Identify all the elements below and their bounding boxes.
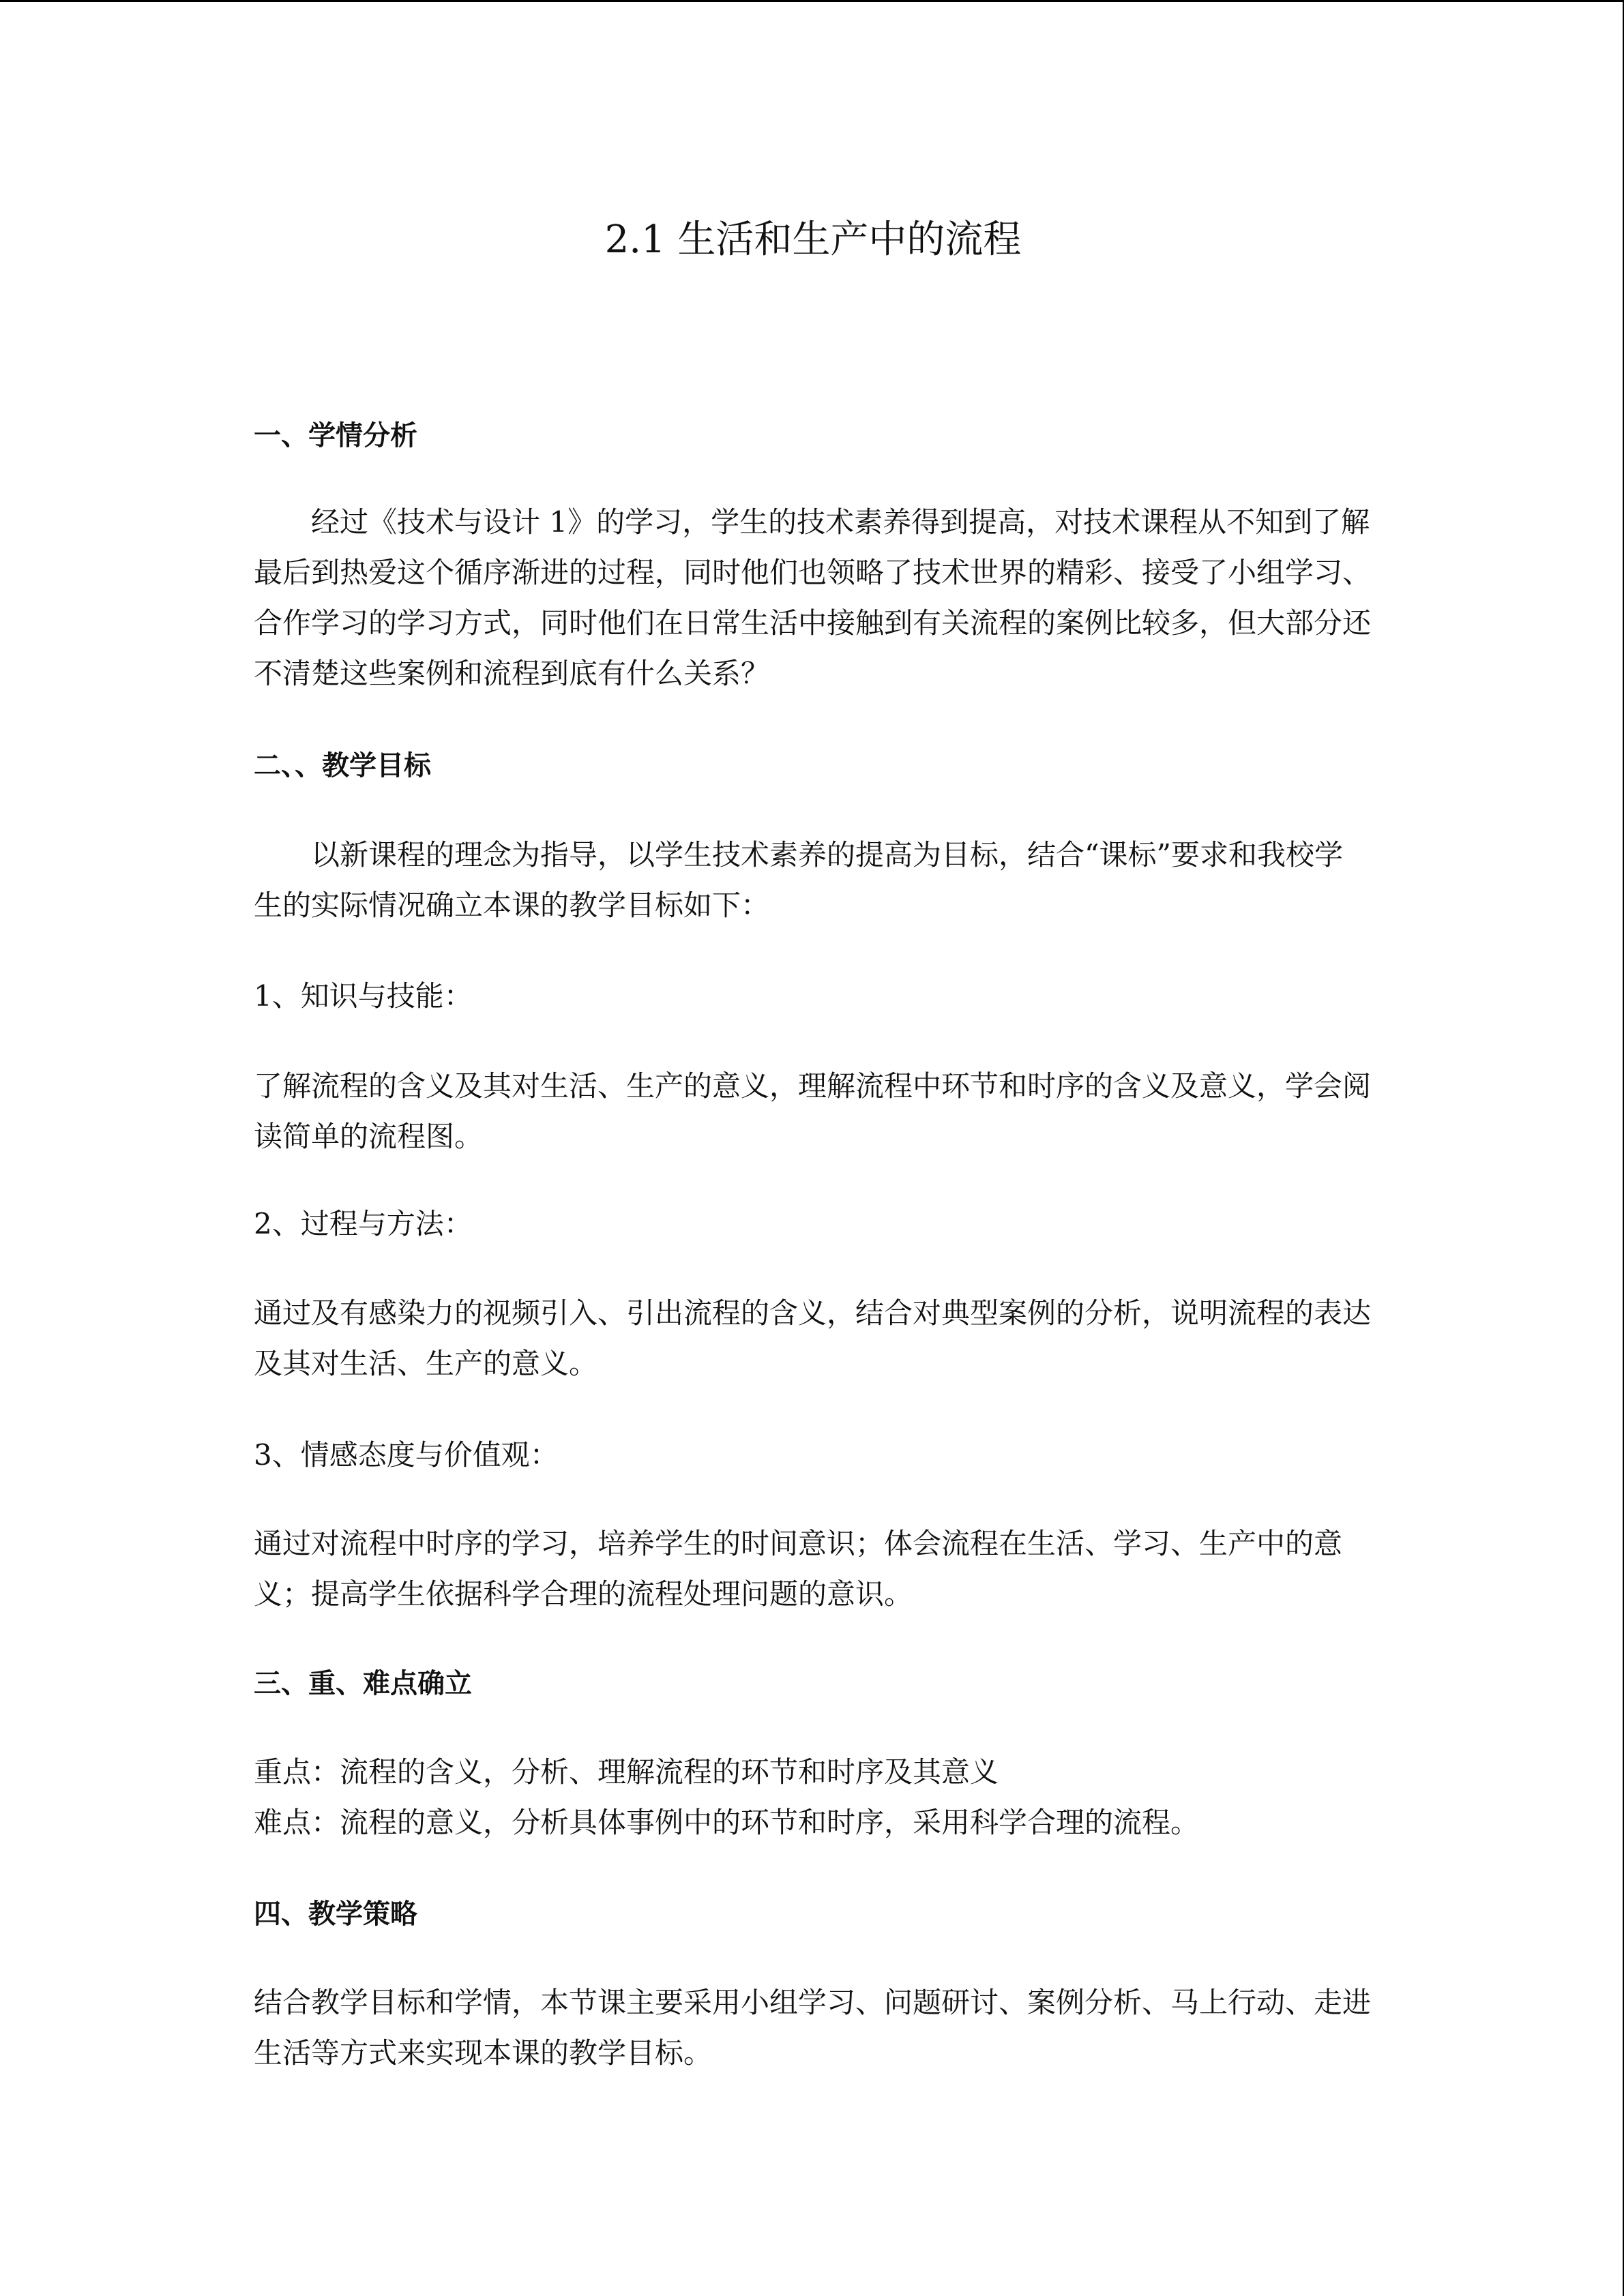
paragraph-line: 生的实际情况确立本课的教学目标如下： bbox=[254, 889, 770, 922]
paragraph-line: 读简单的流程图。 bbox=[254, 1120, 484, 1153]
paragraph-line: 义；提高学生依据科学合理的流程处理问题的意识。 bbox=[254, 1577, 913, 1611]
paragraph-line: 生活等方式来实现本课的教学目标。 bbox=[254, 2036, 713, 2070]
document-title: 2.1 生活和生产中的流程 bbox=[604, 218, 1022, 262]
section-heading-key-points: 三、重、难点确立 bbox=[254, 1668, 472, 1699]
paragraph-line: 了解流程的含义及其对生活、生产的意义，理解流程中环节和时序的含义及意义，学会阅 bbox=[254, 1069, 1372, 1103]
section-heading-student-analysis: 一、学情分析 bbox=[254, 420, 417, 451]
paragraph-line: 合作学习的学习方式，同时他们在日常生活中接触到有关流程的案例比较多，但大部分还 bbox=[254, 606, 1372, 640]
paragraph-line: 通过及有感染力的视频引入、引出流程的含义，结合对典型案例的分析，说明流程的表达 bbox=[254, 1296, 1372, 1330]
goal-process-text bbox=[254, 1288, 1372, 1389]
paragraph-line: 经过《技术与设计 1》的学习，学生的技术素养得到提高，对技术课程从不知到了解 bbox=[311, 505, 1370, 539]
teaching-goals-intro bbox=[254, 830, 1372, 931]
key-points-text bbox=[254, 1747, 1372, 1848]
paragraph-line: 最后到热爱这个循序渐进的过程，同时他们也领略了技术世界的精彩、接受了小组学习、 bbox=[254, 556, 1372, 589]
paragraph-line: 不清楚这些案例和流程到底有什么关系？ bbox=[254, 657, 770, 690]
section-heading-teaching-strategy: 四、教学策略 bbox=[254, 1898, 417, 1930]
key-point-line: 重点：流程的含义，分析、理解流程的环节和时序及其意义 bbox=[254, 1755, 999, 1789]
goal-knowledge-text bbox=[254, 1061, 1372, 1162]
goal-attitude-text bbox=[254, 1519, 1372, 1620]
goal-attitude-label: 3、情感态度与价值观： bbox=[254, 1438, 559, 1472]
paragraph-line: 结合教学目标和学情，本节课主要采用小组学习、问题研讨、案例分析、马上行动、走进 bbox=[254, 1986, 1372, 2019]
difficult-point-line: 难点：流程的意义，分析具体事例中的环节和时序，采用科学合理的流程。 bbox=[254, 1806, 1200, 1839]
top-border-line bbox=[0, 0, 1624, 2]
student-analysis-paragraph bbox=[254, 497, 1372, 699]
paragraph-line: 以新课程的理念为指导，以学生技术素养的提高为目标，结合“课标”要求和我校学 bbox=[311, 838, 1343, 871]
teaching-strategy-paragraph bbox=[254, 1978, 1372, 2078]
paragraph-line: 通过对流程中时序的学习，培养学生的时间意识；体会流程在生活、学习、生产中的意 bbox=[254, 1527, 1343, 1560]
section-heading-teaching-goals: 二、、教学目标 bbox=[254, 750, 431, 781]
goal-knowledge-label: 1、知识与技能： bbox=[254, 979, 473, 1013]
goal-process-label: 2、过程与方法： bbox=[254, 1207, 473, 1240]
paragraph-line: 及其对生活、生产的意义。 bbox=[254, 1347, 598, 1380]
